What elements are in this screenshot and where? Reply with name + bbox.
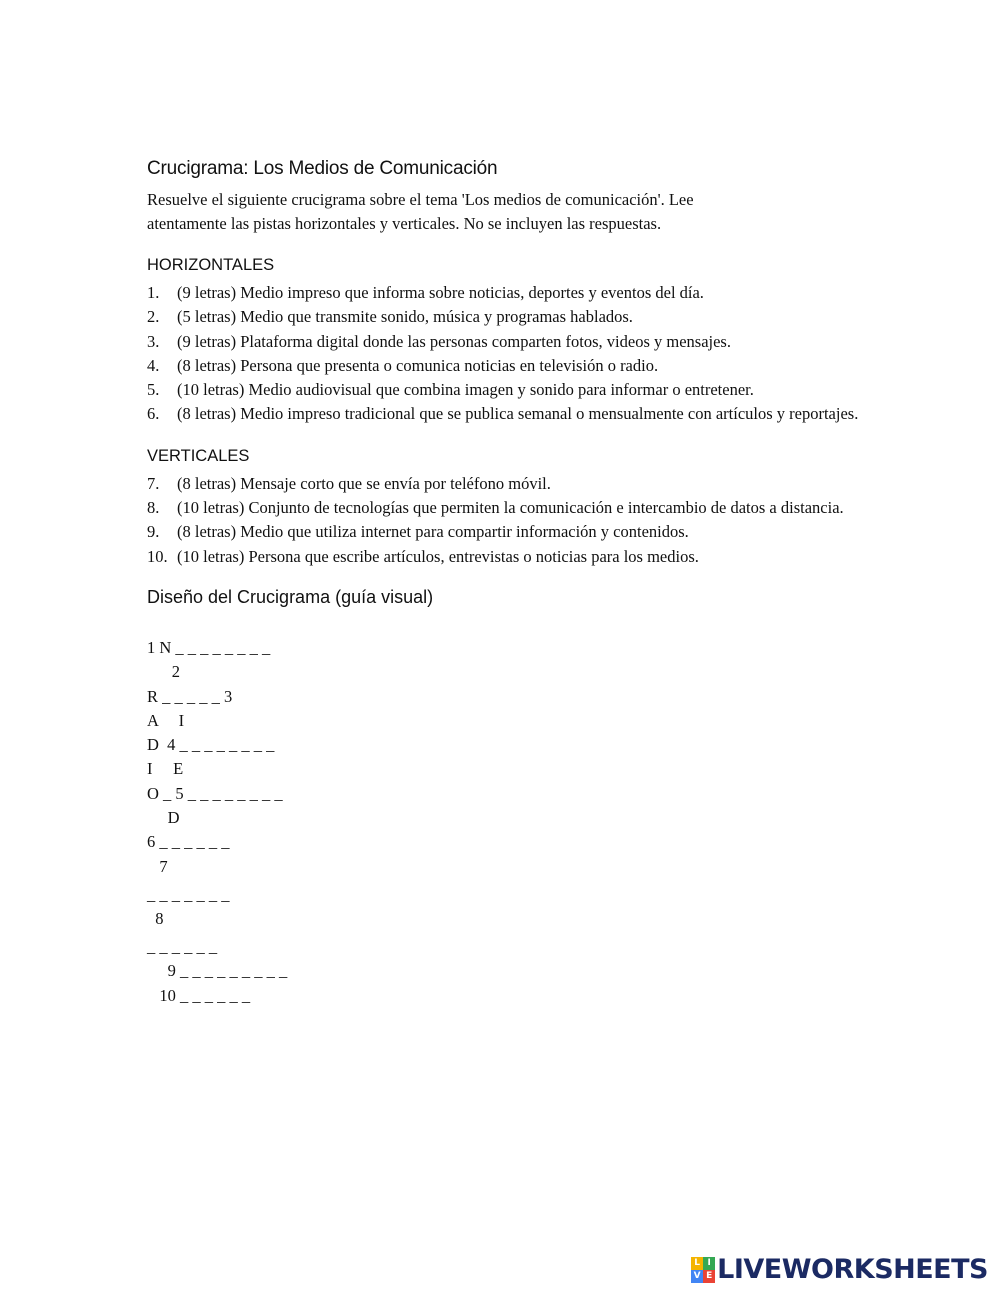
clue-number: 2. — [147, 307, 160, 327]
guide-line: 7 — [147, 856, 168, 876]
clue-5 — [147, 378, 867, 402]
intro-line-1: Resuelve el siguiente crucigrama sobre el tema 'Los medios de comunicación'. Lee — [147, 190, 694, 209]
guide-line: 1 N _ _ _ _ _ _ _ _ — [147, 637, 271, 657]
guide-line: O _ 5 _ _ _ _ _ _ _ _ — [147, 783, 283, 803]
clue-text: (10 letras) Conjunto de tecnologías que permiten la comunicación e intercambio de datos a distancia. — [177, 498, 844, 518]
clue-number: 4. — [147, 355, 160, 375]
guide-line: A I — [147, 710, 185, 730]
clue-text: (8 letras) Medio impreso tradicional que se publica semanal o mensualmente con artículos y reportajes. — [177, 404, 859, 424]
intro-text — [147, 188, 867, 236]
verticales-list — [147, 472, 867, 569]
guide-line: 2 — [147, 662, 180, 682]
clue-3 — [147, 330, 867, 354]
guide-line: R _ _ _ _ _ 3 — [147, 686, 233, 706]
clue-1 — [147, 281, 867, 305]
clue-text: (8 letras) Persona que presenta o comunica noticias en televisión o radio. — [177, 355, 659, 375]
verticales-heading: VERTICALES — [147, 446, 250, 465]
guide-line: 10 _ _ _ _ _ _ — [147, 985, 251, 1005]
clue-number: 6. — [147, 404, 160, 424]
guide-line: I E — [147, 759, 184, 779]
clue-text: (9 letras) Plataforma digital donde las personas comparten fotos, videos y mensajes. — [177, 331, 731, 351]
clue-2 — [147, 305, 867, 329]
liveworksheets-logo-icon — [691, 1257, 715, 1283]
worksheet-title: Crucigrama: Los Medios de Comunicación — [147, 158, 498, 179]
guide-line: _ _ _ _ _ _ _ — [147, 884, 230, 904]
clue-text: (5 letras) Medio que transmite sonido, música y programas hablados. — [177, 307, 633, 327]
clue-number: 9. — [147, 522, 160, 542]
guide-line: 8 — [147, 908, 164, 928]
clue-7 — [147, 472, 867, 496]
intro-line-2: atentamente las pistas horizontales y verticales. No se incluyen las respuestas. — [147, 214, 662, 233]
clue-6 — [147, 402, 867, 426]
clue-number: 5. — [147, 380, 160, 400]
clue-text: (8 letras) Medio que utiliza internet para compartir información y contenidos. — [177, 522, 689, 542]
design-heading: Diseño del Crucigrama (guía visual) — [147, 586, 434, 607]
logo-letter: V — [691, 1270, 703, 1283]
logo-letter: I — [703, 1257, 715, 1270]
clue-number: 10. — [147, 546, 168, 566]
worksheet — [147, 158, 867, 1008]
clue-text: (10 letras) Medio audiovisual que combina imagen y sonido para informar o entretener. — [177, 380, 754, 400]
horizontales-heading: HORIZONTALES — [147, 256, 275, 274]
clue-text: (9 letras) Medio impreso que informa sobre noticias, deportes y eventos del día. — [177, 283, 704, 302]
guide-line: D 4 _ _ _ _ _ _ _ _ — [147, 735, 275, 755]
clue-4 — [147, 354, 867, 378]
guide-line: 9 _ _ _ _ _ _ _ _ _ — [147, 961, 288, 981]
guide-line: _ _ _ _ _ _ — [147, 937, 218, 957]
clue-9 — [147, 520, 867, 544]
clue-text: (8 letras) Mensaje corto que se envía por teléfono móvil. — [177, 473, 551, 493]
clue-number: 3. — [147, 331, 160, 351]
crossword-guide — [147, 636, 867, 1008]
logo-letter: L — [691, 1257, 703, 1270]
clue-10 — [147, 545, 867, 569]
clue-text: (10 letras) Persona que escribe artículos, entrevistas o noticias para los medios. — [177, 546, 699, 566]
logo-letter: E — [703, 1270, 715, 1283]
clue-number: 7. — [147, 473, 160, 493]
clue-number: 1. — [147, 283, 160, 302]
clue-number: 8. — [147, 498, 160, 518]
guide-line: D — [147, 808, 180, 828]
clue-8 — [147, 496, 867, 520]
liveworksheets-logo — [691, 1254, 988, 1285]
liveworksheets-logo-text: LIVEWORKSHEETS — [717, 1254, 988, 1285]
horizontales-list — [147, 281, 867, 427]
guide-line: 6 _ _ _ _ _ _ — [147, 832, 230, 852]
